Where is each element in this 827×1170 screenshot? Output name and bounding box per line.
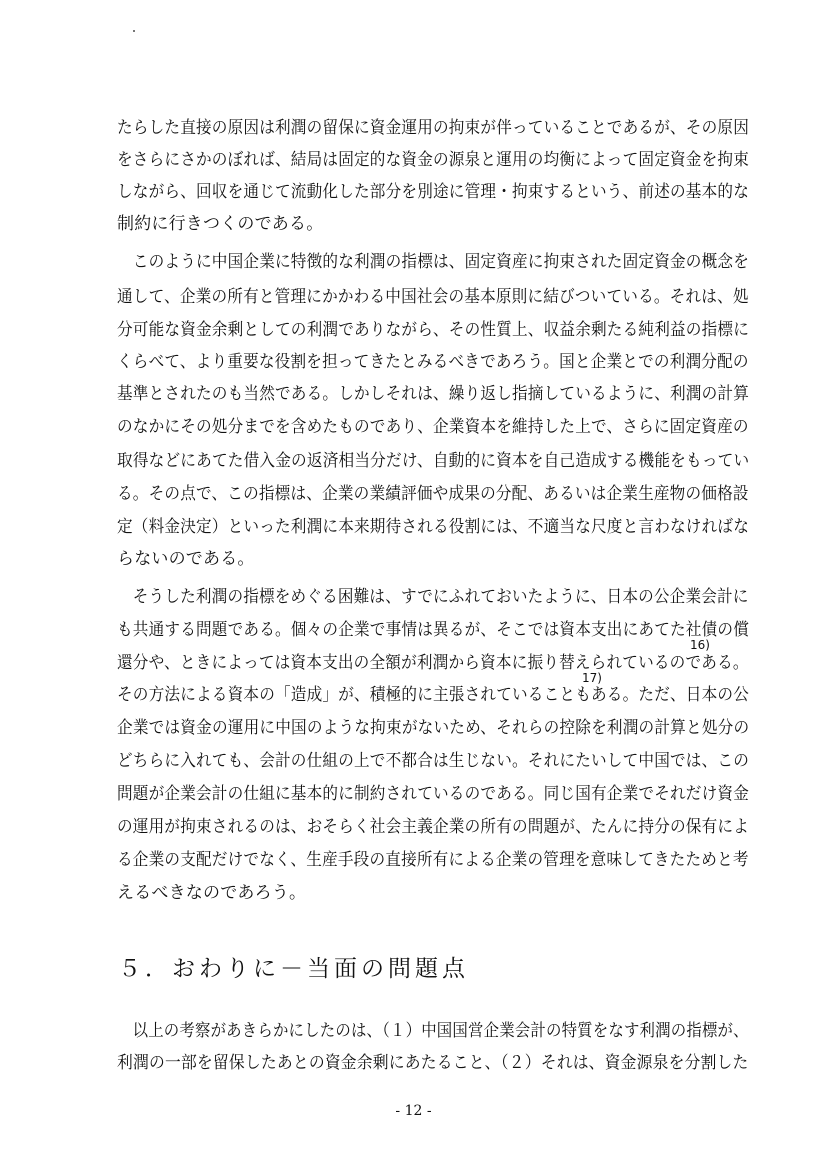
text-line: 制約に行きつくのである。	[117, 214, 324, 234]
text-line: くらべて、より重要な役割を担ってきたとみるべきであろう。国と企業とでの利潤分配の	[117, 352, 749, 372]
footnote-ref-17: 17)	[582, 671, 602, 685]
text-line: る。その点で、この指標は、企業の業績評価や成果の分配、あるいは企業生産物の価格設	[117, 484, 749, 504]
text-line: る企業の支配だけでなく、生産手段の直接所有による企業の管理を意味してきたためと考	[117, 850, 749, 870]
text-line: らないのである。	[117, 549, 255, 569]
text-line: のなかにその処分までを含めたものであり、企業資本を維持した上で、さらに固定資産の	[117, 417, 749, 437]
scan-speck	[133, 30, 135, 32]
text-line: 基準とされたのも当然である。しかしそれは、繰り返し指摘しているように、利潤の計算	[117, 384, 749, 404]
text-line: 分可能な資金余剰としての利潤でありながら、その性質上、収益余剰たる純利益の指標に	[117, 320, 749, 340]
footnote-ref-16: 16)	[690, 638, 710, 652]
text-line: の運用が拘束されるのは、おそらく社会主義企業の所有の問題が、たんに持分の保有によ	[117, 817, 749, 837]
text-line: 問題が企業会計の仕組に基本的に制約されているのである。同じ国有企業でそれだけ資金	[117, 784, 749, 804]
text-line: しながら、回収を通じて流動化した部分を別途に管理・拘束するという、前述の基本的な	[117, 182, 749, 202]
text-line: 通して、企業の所有と管理にかかわる中国社会の基本原則に結びついている。それは、処	[117, 287, 749, 307]
text-line: 取得などにあてた借入金の返済相当分だけ、自動的に資本を自己造成する機能をもってい	[117, 451, 750, 471]
text-line: 還分や、ときによっては資本支出の全額が利潤から資本に振り替えられているのである。	[117, 653, 749, 673]
text-line: 利潤の一部を留保したあとの資金余剰にあたること、（２）それは、資金源泉を分割した	[117, 1053, 749, 1073]
text-line: をさらにさかのぼれば、結局は固定的な資金の源泉と運用の均衡によって固定資金を拘束	[117, 150, 749, 170]
text-line: その方法による資本の「造成」が、積極的に主張されていることもある。ただ、日本の公	[117, 685, 749, 705]
text-line: どちらに入れても、会計の仕組の上で不都合は生じない。それにたいして中国では、この	[117, 751, 749, 771]
page-number: - 12 -	[395, 1103, 432, 1119]
text-line: も共通する問題である。個々の企業で事情は異るが、そこでは資本支出にあてた社債の償	[117, 620, 749, 640]
text-line: たらした直接の原因は利潤の留保に資金運用の拘束が伴っていることであるが、その原因	[117, 118, 749, 138]
text-line: このように中国企業に特徴的な利潤の指標は、固定資産に拘束された固定資金の概念を	[117, 252, 749, 272]
text-line: えるべきなのであろう。	[117, 883, 307, 903]
section-heading: ５．おわりに－当面の問題点	[118, 956, 469, 982]
text-line: 企業では資金の運用に中国のような拘束がないため、それらの控除を利潤の計算と処分の	[117, 718, 750, 738]
text-line: 定（料金決定）といった利潤に本来期待される役割には、不適当な尺度と言わなければな	[117, 517, 749, 537]
text-line: 以上の考察があきらかにしたのは、（１）中国国営企業会計の特質をなす利潤の指標が、	[117, 1021, 749, 1041]
text-line: そうした利潤の指標をめぐる困難は、すでにふれておいたように、日本の公企業会計に	[117, 587, 749, 607]
